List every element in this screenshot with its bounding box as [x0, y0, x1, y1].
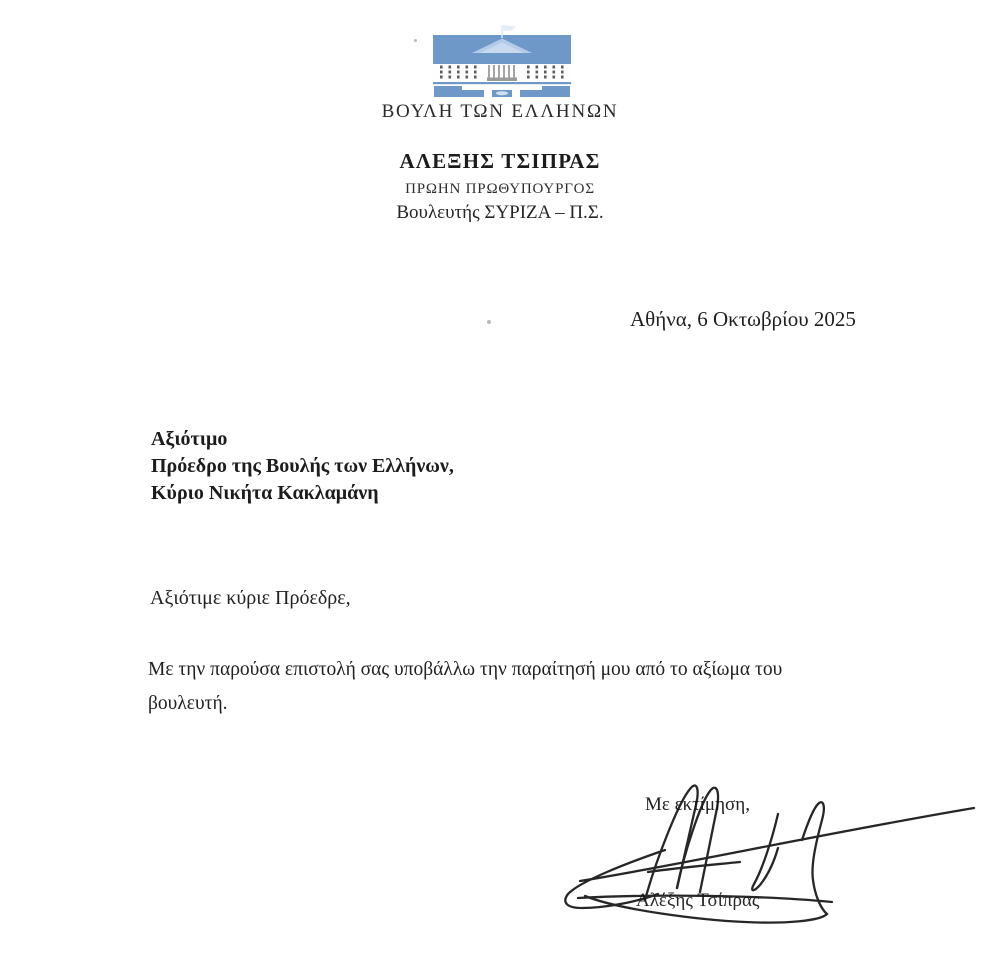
sender-title: ΠΡΩΗΝ ΠΡΩΘΥΠΟΥΡΓΟΣ: [405, 181, 595, 197]
handwritten-signature: [560, 778, 990, 930]
recipient-line-3: Κύριο Νικήτα Κακλαμάνη: [151, 482, 379, 504]
recipient-block: [151, 426, 454, 507]
scan-speck: [414, 39, 417, 42]
recipient-line-1: Αξιότιμο: [151, 428, 228, 450]
body-line-2: βουλευτή.: [148, 693, 228, 714]
scan-speck: [487, 320, 491, 324]
letter-body: [148, 653, 868, 721]
institution-name: ΒΟΥΛΗ ΤΩΝ ΕΛΛΗΝΩΝ: [381, 101, 619, 122]
salutation: Αξιότιμε κύριε Πρόεδρε,: [150, 587, 351, 609]
sender-name: ΑΛΕΞΗΣ ΤΣΙΠΡΑΣ: [399, 149, 601, 173]
signature-printed-name: Αλέξης Τσίπρας: [636, 890, 760, 911]
closing: Με εκτίμηση,: [645, 794, 750, 815]
dateline: Αθήνα, 6 Οκτωβρίου 2025: [630, 307, 856, 331]
parliament-logo: [432, 22, 572, 100]
hellenic-parliament-building-icon: [432, 22, 572, 100]
recipient-line-2: Πρόεδρο της Βουλής των Ελλήνων,: [151, 455, 454, 477]
sender-role: Βουλευτής ΣΥΡΙΖΑ – Π.Σ.: [396, 202, 604, 223]
body-line-1: Με την παρούσα επιστολή σας υποβάλλω την παραίτησή μου από το αξίωμα του: [148, 659, 783, 680]
